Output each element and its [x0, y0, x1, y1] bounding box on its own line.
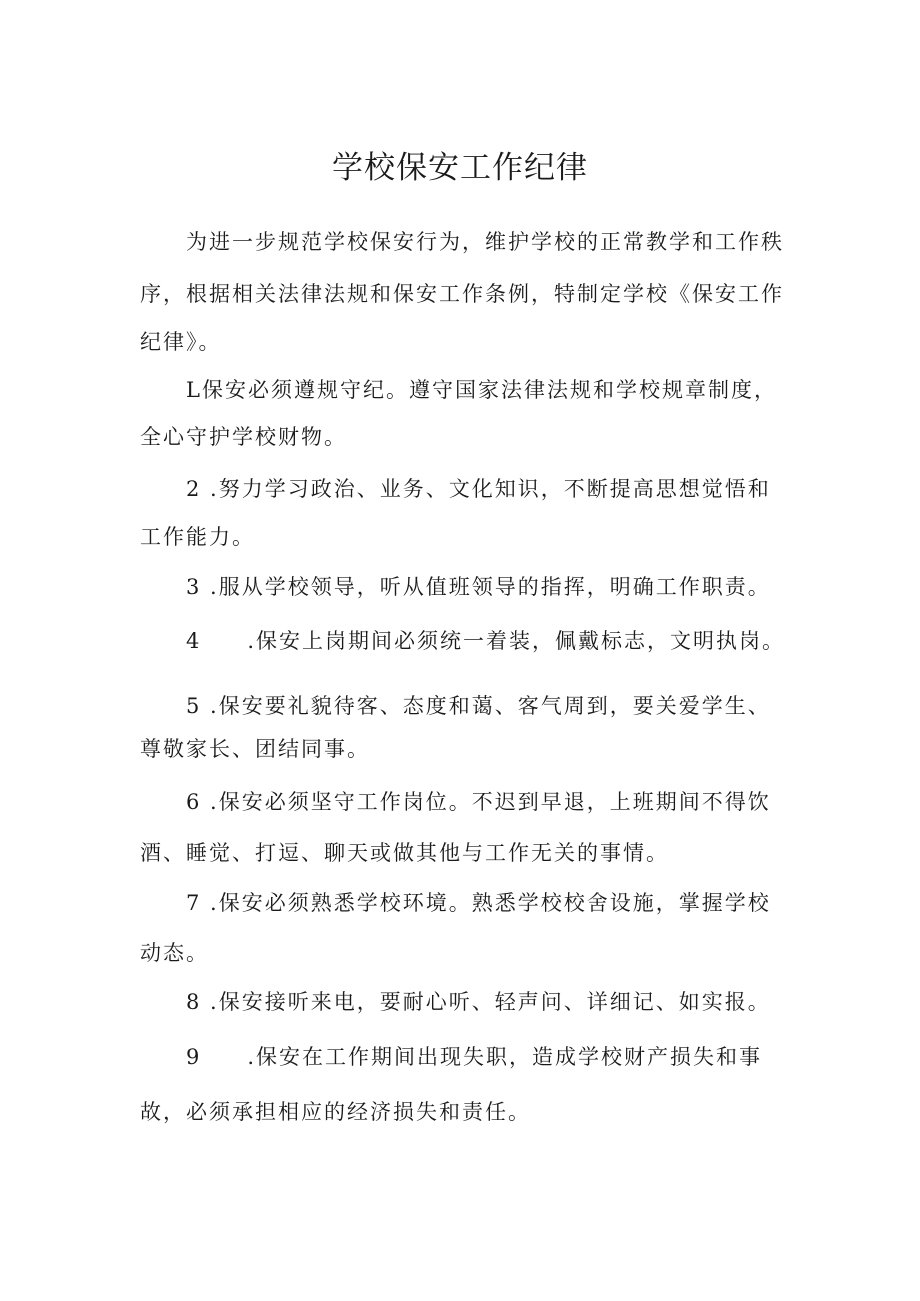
text-line: 尊敬家长、团结同事。 — [140, 737, 370, 761]
text-line: 9 .保安在工作期间出现失职，造成学校财产损失和事 — [186, 1045, 763, 1069]
document-title: 学校保安工作纪律 — [332, 150, 588, 186]
text-line: 全心守护学校财物。 — [140, 425, 347, 449]
text-line: 2 .努力学习政治、业务、文化知识，不断提高思想觉悟和 — [186, 477, 771, 501]
text-line: 序，根据相关法律法规和保安工作条例，特制定学校《保安工作 — [140, 282, 784, 306]
text-line: 为进一步规范学校保安行为，维护学校的正常教学和工作秩 — [186, 230, 784, 254]
text-line: 7 .保安必须熟悉学校环境。熟悉学校校舍设施，掌握学校 — [186, 891, 771, 915]
text-line: 动态。 — [140, 941, 209, 965]
text-line: 6 .保安必须坚守工作岗位。不迟到早退，上班期间不得饮 — [186, 790, 771, 814]
text-line: 酒、睡觉、打逗、聊天或做其他与工作无关的事情。 — [140, 841, 669, 865]
text-line: 5 .保安要礼貌待客、态度和蔼、客气周到，要关爱学生、 — [186, 694, 771, 718]
text-line: 4 .保安上岗期间必须统一着装，佩戴标志，文明执岗。 — [186, 629, 786, 653]
text-line: L保安必须遵规守纪。遵守国家法律法规和学校规章制度， — [186, 378, 777, 402]
text-line: 故，必须承担相应的经济损失和责任。 — [140, 1100, 531, 1124]
text-line: 8 .保安接听来电，要耐心听、轻声问、详细记、如实报。 — [186, 990, 771, 1014]
text-line: 3 .服从学校领导，听从值班领导的指挥，明确工作职责。 — [186, 575, 771, 599]
text-line: 纪律》。 — [140, 330, 222, 354]
text-line: 工作能力。 — [140, 525, 255, 549]
